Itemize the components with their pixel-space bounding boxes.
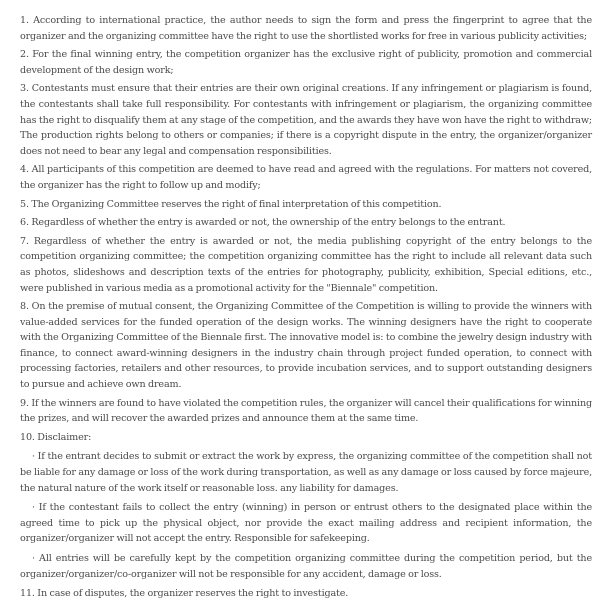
clause-2: 2. For the final winning entry, the competition organizer has the exclusive right of publicity, promotion and commercial development of the design work; [20, 49, 592, 76]
disclaimer-point-2: · If the contestant fails to collect the entry (winning) in person or entrust others to the designated place within the agreed time to pick up the physical object, nor provide the exact mailing address and recipient information, the organizer/organizer will not accept the entry. Responsible for safekeeping. [20, 502, 592, 545]
clause-9: 9. If the winners are found to have violated the competition rules, the organizer will cancel their qualifications for winning the prizes, and will recover the awarded prizes and announce them at the same time. [20, 397, 593, 425]
disclaimer-point-1: · If the entrant decides to submit or extract the work by express, the organizing committee of the competition shall not be liable for any damage or loss of the work during transportation, as well as any damage or loss caused by force majeure, the natural nature of the work itself or reasonable loss. any liability for damages. [20, 451, 593, 494]
clause-8: 8. On the premise of mutual consent, the Organizing Committee of the Competition is willing to provide the winners with value-added services for the funded operation of the design works. The winning designers have the right to cooperate with the Organizing Committee of the Biennale first. The innovative model is: to combine the jewelry design industry with finance, to connect award-winning designers in the industry chain through project funded operation, to connect with processing factories, retailers and other resources, to provide incubation services, and to support outstanding designers to pursue and achieve own dream. [20, 301, 592, 391]
clause-7: 7. Regardless of whether the entry is awarded or not, the media publishing copyright of the entry belongs to the competition organizing committee; the competition organizing committee has the right to include all relevant data such as photos, slideshows and description texts of the entries for photography, publicity, exhibition, Special editions, etc., were published in various media as a promotional activity for the "Biennale" competition. [20, 235, 592, 294]
disclaimer-heading: 10. Disclaimer: [20, 431, 92, 443]
clause-5: 5. The Organizing Committee reserves the right of final interpretation of this competition. [20, 198, 442, 210]
clause-3: 3. Contestants must ensure that their entries are their own original creations. If any infringement or plagiarism is found, the contestants shall take full responsibility. For contestants with infringement or plagiarism, the organizing committee has the right to disqualify them at any stage of the competition, and the awards they have won have the right to withdraw; The production rights belong to others or companies; if there is a copyright dispute in the entry, the organizer/organizer does not need to bear any legal and compensation responsibilities. [20, 83, 592, 157]
clause-11: 11. In case of disputes, the organizer reserves the right to investigate. [20, 588, 349, 600]
clause-1: 1. According to international practice, the author needs to sign the form and press the fingerprint to agree that the organizer and the organizing committee have the right to use the shortlisted works for free in various publicity activities; [20, 15, 592, 42]
disclaimer-point-3: · All entries will be carefully kept by the competition organizing committee during the competition period, but the organizer/organizer/co-organizer will not be responsible for any accident, damage or loss. [20, 553, 592, 580]
clause-6: 6. Regardless of whether the entry is awarded or not, the ownership of the entry belongs to the entrant. [20, 217, 506, 229]
clause-4: 4. All participants of this competition are deemed to have read and agreed with the regulations. For matters not covered, the organizer has the right to follow up and modify; [20, 164, 592, 191]
